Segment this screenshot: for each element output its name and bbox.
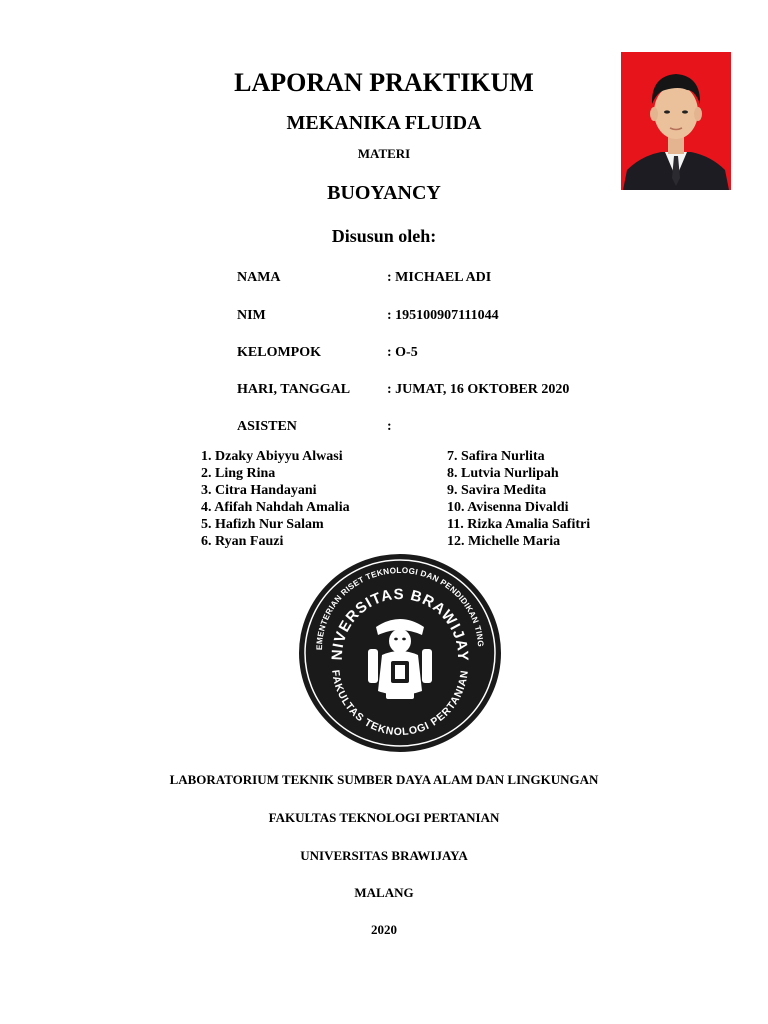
info-row-nim	[237, 308, 657, 324]
list-item: 12. Michelle Maria	[447, 534, 561, 549]
footer-faculty: FAKULTAS TEKNOLOGI PERTANIAN	[268, 810, 500, 825]
student-photo	[621, 52, 731, 190]
info-row-assistant	[237, 419, 657, 435]
student-photo-portrait	[621, 52, 731, 190]
info-row-date	[237, 382, 657, 398]
list-item: 10. Avisenna Divaldi	[447, 500, 569, 515]
report-title: LAPORAN PRAKTIKUM	[234, 68, 534, 97]
list-item: 7. Safira Nurlita	[447, 449, 545, 464]
list-item: 2. Ling Rina	[201, 466, 276, 481]
list-item: 6. Ryan Fauzi	[201, 534, 284, 549]
info-label: NAMA	[237, 270, 281, 285]
footer-year: 2020	[371, 922, 397, 937]
list-item: 9. Savira Medita	[447, 483, 547, 498]
logo-faculty-text: FAKULTAS TEKNOLOGI PERTANIAN	[329, 669, 471, 739]
university-seal-icon	[298, 553, 502, 753]
logo-ministry-text: EMENTERIAN RISET TEKNOLOGI DAN PENDIDIKAN TING	[314, 565, 486, 651]
list-item: 3. Citra Handayani	[201, 483, 317, 498]
authored-by-label: Disusun oleh:	[331, 226, 437, 246]
assistant-list-left	[201, 448, 350, 550]
info-value: :	[387, 419, 392, 434]
list-item: 4. Afifah Nahdah Amalia	[201, 500, 350, 515]
university-logo	[298, 553, 502, 753]
list-item: 5. Hafizh Nur Salam	[201, 517, 324, 532]
info-label: HARI, TANGGAL	[237, 382, 351, 397]
info-value: : JUMAT, 16 OKTOBER 2020	[387, 382, 570, 397]
logo-university-text: NIVERSITAS BRAWIJAY	[328, 585, 472, 661]
footer-lab: LABORATORIUM TEKNIK SUMBER DAYA ALAM DAN LINGKUNGAN	[169, 772, 599, 787]
info-label: KELOMPOK	[237, 345, 321, 360]
list-item: 11. Rizka Amalia Safitri	[447, 517, 591, 532]
info-label: NIM	[237, 308, 266, 323]
materi-label: MATERI	[357, 146, 411, 161]
footer-university: UNIVERSITAS BRAWIJAYA	[300, 848, 468, 863]
info-row-group	[237, 345, 657, 361]
course-name: MEKANIKA FLUIDA	[286, 112, 482, 134]
topic-title: BUOYANCY	[327, 182, 441, 204]
info-value: : 195100907111044	[387, 308, 499, 323]
info-value: : O-5	[387, 345, 418, 360]
list-item: 1. Dzaky Abiyyu Alwasi	[201, 449, 343, 464]
assistant-list-right	[447, 448, 590, 550]
info-row-name	[237, 270, 657, 286]
list-item: 8. Lutvia Nurlipah	[447, 466, 559, 481]
info-value: : MICHAEL ADI	[387, 270, 492, 285]
footer-city: MALANG	[354, 885, 414, 900]
info-label: ASISTEN	[237, 419, 297, 434]
